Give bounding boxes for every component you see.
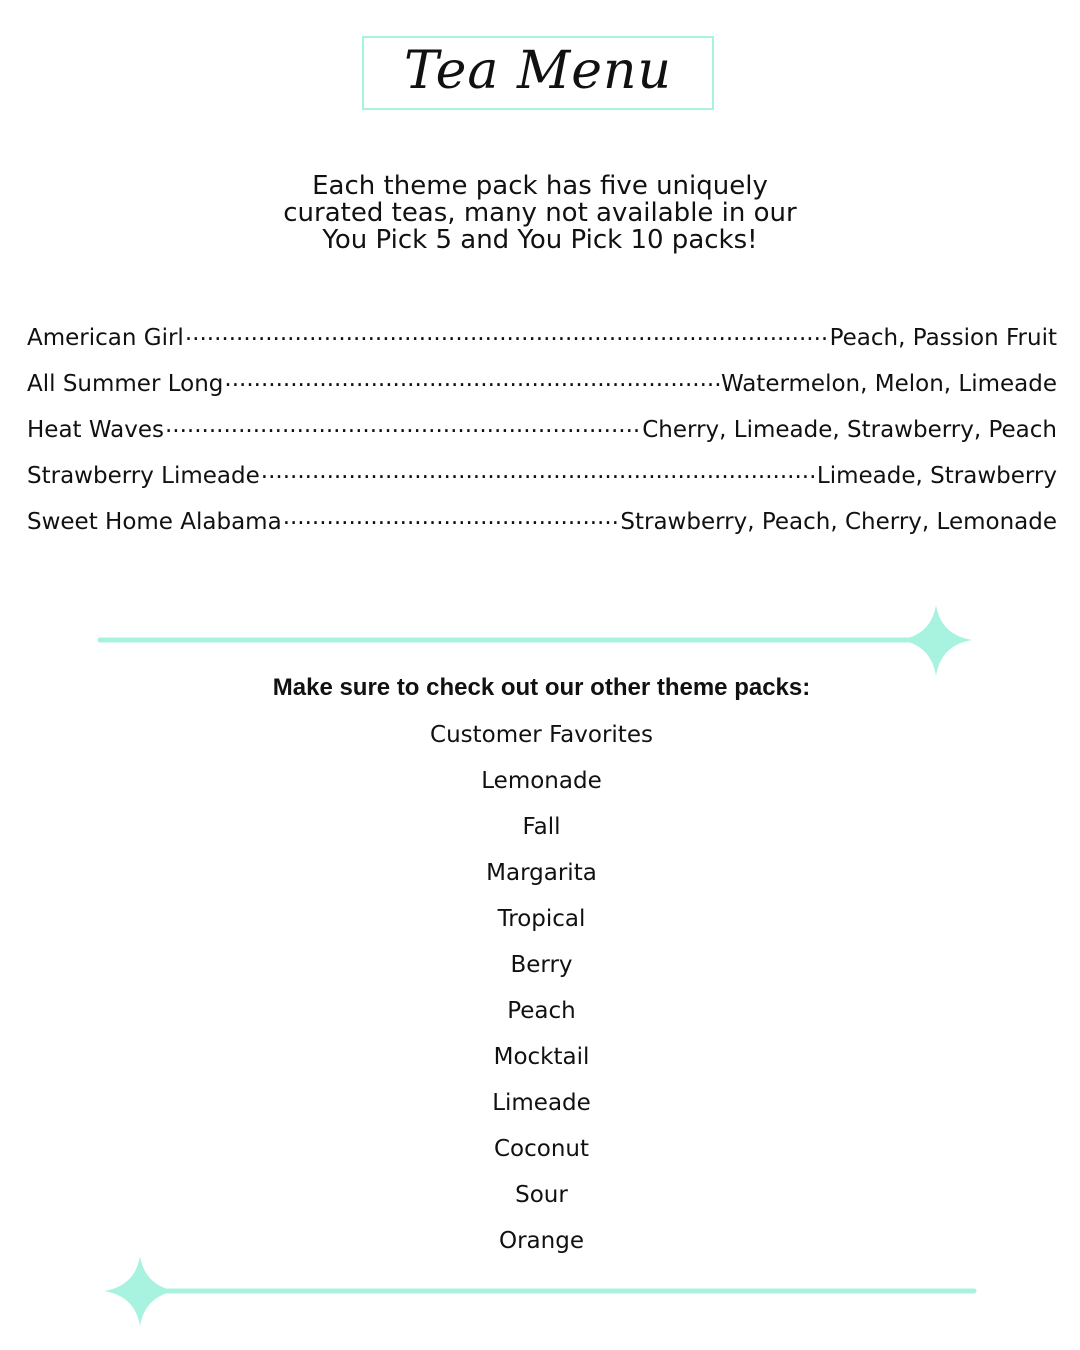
menu-item: [27, 460, 1057, 506]
intro-line: Each theme pack has five uniquely: [312, 171, 768, 201]
menu-item: [27, 506, 1057, 552]
list-item: Mocktail: [493, 1044, 590, 1070]
menu-item-flavors: Peach, Passion Fruit: [829, 325, 1057, 351]
intro-text: [0, 173, 1080, 254]
intro-line: curated teas, many not available in our: [283, 198, 797, 228]
menu-item-flavors: Watermelon, Melon, Limeade: [720, 371, 1057, 397]
list-item: Fall: [522, 814, 561, 840]
menu-item-flavors: Limeade, Strawberry: [816, 463, 1057, 489]
list-item: Limeade: [492, 1090, 591, 1116]
menu-item: [27, 322, 1057, 368]
other-packs-list: [0, 716, 1080, 1268]
list-item: Margarita: [486, 860, 597, 886]
menu-item: [27, 368, 1057, 414]
dot-leader: [283, 506, 620, 529]
list-item: Tropical: [497, 906, 586, 932]
menu-item-name: Strawberry Limeade: [27, 463, 260, 489]
menu-item-name: All Summer Long: [27, 371, 224, 397]
four-point-sparkle-icon: [900, 605, 972, 676]
list-item: Orange: [499, 1228, 584, 1254]
other-packs-heading: Make sure to check out our other theme packs:: [272, 674, 811, 701]
dot-leader: [165, 414, 641, 437]
title-box: [362, 36, 714, 110]
tea-menu-list: [27, 322, 1057, 552]
list-item: Customer Favorites: [430, 722, 653, 748]
list-item: Peach: [507, 998, 576, 1024]
dot-leader: [261, 460, 816, 483]
menu-item-flavors: Cherry, Limeade, Strawberry, Peach: [642, 417, 1057, 443]
list-item: Coconut: [493, 1136, 590, 1162]
menu-item-name: Heat Waves: [27, 417, 164, 443]
top-divider: [96, 600, 980, 680]
list-item: Berry: [510, 952, 573, 978]
bottom-divider: [100, 1252, 984, 1332]
page-title: Tea Menu: [404, 41, 672, 101]
list-item: Lemonade: [481, 768, 602, 794]
menu-item-name: American Girl: [27, 325, 184, 351]
intro-line: You Pick 5 and You Pick 10 packs!: [322, 225, 758, 255]
dot-leader: [185, 322, 829, 345]
dot-leader: [224, 368, 720, 391]
menu-item-name: Sweet Home Alabama: [27, 509, 282, 535]
menu-item-flavors: Strawberry, Peach, Cherry, Lemonade: [620, 509, 1057, 535]
list-item: Sour: [515, 1182, 568, 1208]
menu-item: [27, 414, 1057, 460]
